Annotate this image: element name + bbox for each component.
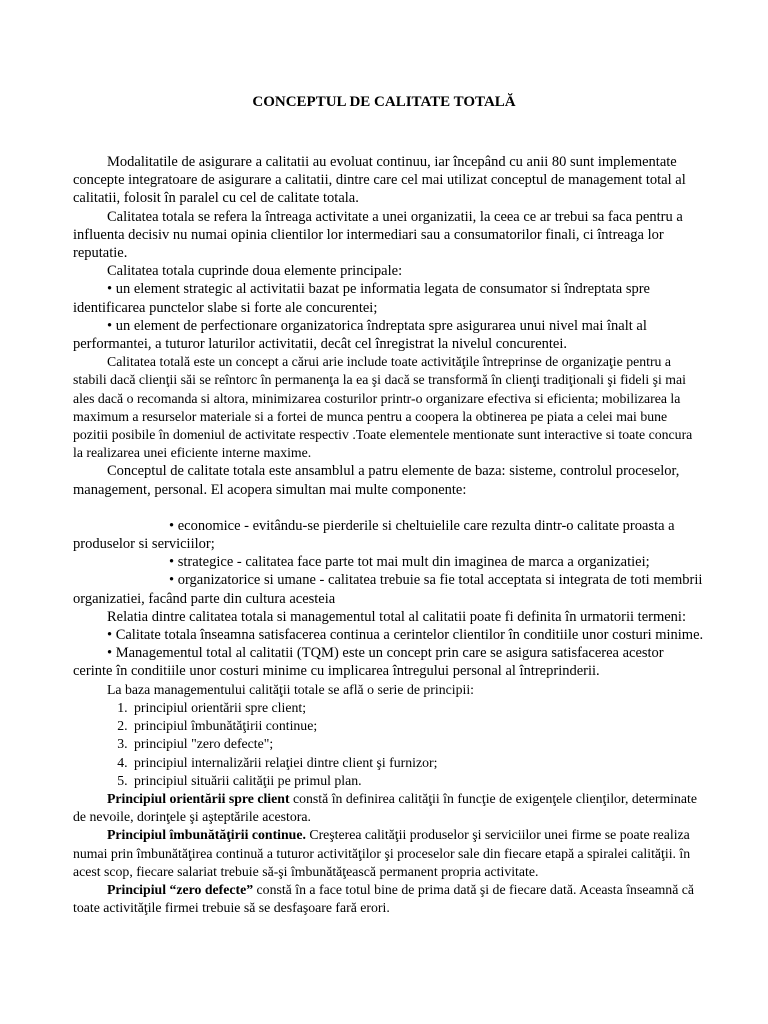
principle-heading: Principiul orientării spre client [107,790,290,806]
component-strategic: • strategice - calitatea face parte tot mai mult din imaginea de marca a organizatiei; [169,554,650,571]
paragraph-components-intro: Conceptul de calitate totala este ansamblul a patru elemente de baza: sisteme, controlul proceselor, management, personal. El acopera simultan mai multe componente: [73,463,680,498]
principle-text: constă în a face totul bine de prima dată şi de fiecare dată. Aceasta înseamnă că toate activităţile firmei trebuie să se desfaşoare fară erori. [73,881,695,916]
bullet-organizational-element: • un element de perfectionare organizatorica îndreptata spre asigurarea unui nivel mai înalt al performantei, a tuturor laturilor activitatii, decât cel înregistrat la nivelul concurentei. [73,317,647,353]
paragraph-improvement-principle [73,826,705,881]
list-item: 3. principiul "zero defecte"; [131,735,705,753]
page-title: CONCEPTUL DE CALITATE TOTALĂ [252,94,516,110]
component-economic: • economice - evitându-se pierderile si cheltuielile care rezulta dintr-o calitate proasta a produselor si serviciilor; [73,517,675,553]
principle-heading: Principiul “zero defecte” [107,881,254,897]
paragraph-relation: Relatia dintre calitatea totala si managementul total al calitatii poate fi definita în urmatorii termeni: [107,608,686,625]
paragraph-principles-intro: La baza managementului calităţii totale se află o serie de principii: [107,681,474,697]
bullet-total-quality: • Calitate totala înseamna satisfacerea continua a cerintelor clientilor în conditiile unor costuri minime. [107,627,704,644]
bullet-tqm: • Managementul total al calitatii (TQM) este un concept prin care se asigura satisfacerea acestor cerinte în conditiile unor costuri minime cu implicarea întregului personal al întreprinderii. [73,645,664,680]
paragraph-elements-intro: Calitatea totala cuprinde doua elemente principale: [107,263,403,280]
paragraph-intro: Modalitatile de asigurare a calitatii au evoluat continuu, iar începând cu anii 80 sunt implementate concepte integratoare de asigurare a calitatii, dintre care cel mai utilizat conceptul de management total al calitatii, folosit în paralel cu cel de calitate totala. [73,154,686,207]
spacer [73,499,705,517]
principle-heading: Principiul îmbunătăţirii continue. [107,827,306,843]
paragraph-client-principle [73,790,705,826]
list-item: 1. principiul orientării spre client; [131,699,705,717]
principles-list [73,699,705,790]
list-item: 5. principiul situării calităţii pe primul plan. [131,772,705,790]
document-body [73,153,705,917]
principle-text: Creşterea calităţii produselor şi serviciilor unei firme se poate realiza numai prin îmbunătăţirea continuă a tuturor activităţilor şi proceselor sale din fiecare etapă a spiralei calităţii. în acest scop, fiecare salariat trebuie să-şi îmbunătăţească permanent propria activitate. [73,827,691,879]
principle-text: constă în definirea calităţii în funcţie de exigenţele clienţilor, determinate de nevoile, dorinţele şi aşteptările acestora. [73,790,697,825]
component-organizational: • organizatorice si umane - calitatea trebuie sa fie total acceptata si integrata de toti membrii organizatiei, facând parte din cultura acesteia [73,572,703,607]
list-item: 4. principiul internalizării relaţiei dintre client şi furnizor; [131,754,705,772]
list-item: 2. principiul îmbunătăţirii continue; [131,717,705,735]
paragraph-concept-scope: Calitatea totală este un concept a cărui arie include toate activităţile întreprinse de organizaţie pentru a stabili dacă clienţii săi se reîntorc în permanenţa la ea şi dacă se transformă în clienţi tradiţionali şi fideli şi mai ales dacă o recomanda si altora, minimizarea costurilor printr-o organizare efectiva si eficienta; mobilizarea la maximum a resurselor materiale si a fortei de munca pentru a coopera la obtinerea pe piata a celei mai bune pozitii posibile în domeniul de activitate respectiv .Toate elementele mentionate sunt interactive si toate concura la realizarea unei eficiente interne maxime. [73,354,693,461]
paragraph-definition: Calitatea totala se refera la întreaga activitate a unei organizatii, la ceea ce ar trebui sa faca pentru a influenta decisiv nu numai opinia clientilor lor intermediari sau a consumatorilor finali, ci întreaga lor reputatie. [73,208,683,262]
bullet-strategic-element: • un element strategic al activitatii bazat pe informatia legata de consumator si îndreptata spre identificarea punctelor slabe si forte ale concurentei; [73,281,650,316]
paragraph-zero-defects-principle [73,881,705,917]
